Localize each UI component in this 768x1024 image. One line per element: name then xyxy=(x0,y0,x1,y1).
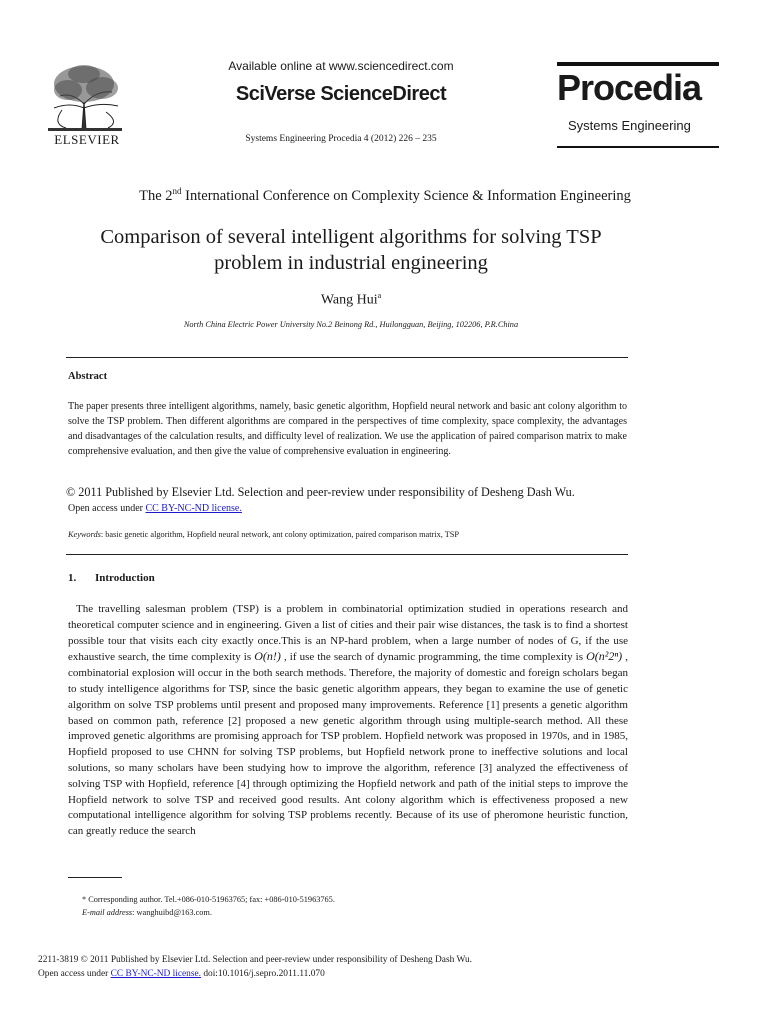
issn-copyright-footer: 2211-3819 © 2011 Published by Elsevier Ltd. Selection and peer-review under responsibility of Desheng Dash Wu. xyxy=(38,955,472,965)
available-online-text: Available online at www.sciencedirect.com xyxy=(228,59,454,73)
author-affiliation: North China Electric Power University No.2 Beinong Rd., Huilongguan, Beijing, 102206, P.R.China xyxy=(183,320,519,329)
elsevier-wordmark: ELSEVIER xyxy=(54,132,120,147)
complexity-formula-dynamic: O(n²2ⁿ) xyxy=(586,649,623,664)
sciverse-sciencedirect-logo: SciVerse ScienceDirect xyxy=(235,83,447,105)
abstract-divider xyxy=(66,554,628,555)
introduction-paragraph: The travelling salesman problem (TSP) is a problem in combinatorial optimization studied in operations research and theoretical computer science and in engineering. Given a list of cities and their pair wise distances, the task is to find a shortest possible tour that visits each city exactly once.This is an NP-hard problem, when a large number of nodes of G, if the use exhaustive search, the time complexity is O(n!) , if use the search of dynamic programming, the time complexity is O(n²2ⁿ) , combinatorial explosion will occur in the both search methods. Therefore, the majority of domestic and foreign scholars began to study intelligence algorithms for TSP, since the basic genetic algorithm appears, they began to examine the use of genetic algorithm on solve TSP problems until present and proposed many improvements. Reference [1] presents a genetic algorithm based on common path, reference [2] proposed a new genetic algorithm through using multiple-search method. All these improved genetic algorithms are promising approach for TSP problem. Hopfield network was proposed in 1970s, and in 1985, Hopfield proposed to use CHNN for solving TSP problems, but Hopfield network prone to ineffective solutions and local solutions, so many scholars have been studying how to improve the algorithm, reference [3] analyzed the effectiveness of solving TSP with Hopfield, reference [4] through optimizing the Hopfield network and path of the initial steps to improve the Hopfield network to solve TSP and received good results. Ant colony algorithm which is effectiveness proposed a new computational intelligence algorithm for solving TSP problems recently. Because of its use of pheromone heuristic function, can greatly reduce the search xyxy=(68,603,628,838)
open-access-footer: Open access under CC BY-NC-ND license. doi:10.1016/j.sepro.2011.11.070 xyxy=(38,969,325,979)
email-footnote: E-mail address: wanghuibd@163.com. xyxy=(82,908,212,917)
journal-citation: Systems Engineering Procedia 4 (2012) 226 – 235 xyxy=(245,134,437,144)
procedia-logo-title: Procedia xyxy=(557,67,702,108)
conference-name: The 2nd International Conference on Complexity Science & Information Engineering xyxy=(139,186,631,204)
corresponding-author-footnote: * Corresponding author. Tel.+086-010-51963765; fax: +086-010-51963765. xyxy=(82,895,335,904)
doi: doi:10.1016/j.sepro.2011.11.070 xyxy=(200,969,325,979)
header-divider xyxy=(66,357,628,358)
paper-title: Comparison of several intelligent algorithms for solving TSP problem in industrial engineering xyxy=(100,226,602,274)
complexity-formula-factorial: O(n!) xyxy=(254,649,281,664)
license-link[interactable]: CC BY-NC-ND license. xyxy=(145,503,242,514)
keywords: Keywords: basic genetic algorithm, Hopfield neural network, ant colony optimization, paired comparison matrix, TSP xyxy=(68,530,460,539)
section-heading-introduction: 1. Introduction xyxy=(68,572,155,584)
procedia-logo-subtitle: Systems Engineering xyxy=(568,118,691,133)
open-access-notice: Open access under CC BY-NC-ND license. xyxy=(68,503,242,514)
abstract-heading: Abstract xyxy=(68,371,108,382)
author-name: Wang Hui$^a$ xyxy=(320,291,382,308)
copyright-notice: © 2011 Published by Elsevier Ltd. Selection and peer-review under responsibility of Desheng Dash Wu. xyxy=(66,485,575,499)
footer-license-link[interactable]: CC BY-NC-ND license. xyxy=(110,969,201,979)
abstract-body: The paper presents three intelligent algorithms, namely, basic genetic algorithm, Hopfield neural network and basic ant colony algorithm to solve the TSP problem. Then different algorithms are compared in the perspectives of time complexity, space complexity, the advantages and disadvantages of the calculation results, and difficulty level of realization. We use the application of paired comparison matrix to make comprehensive evaluation, and then give the value of comprehensive evaluation in engineering. xyxy=(68,401,627,457)
footnote-divider xyxy=(68,877,122,878)
